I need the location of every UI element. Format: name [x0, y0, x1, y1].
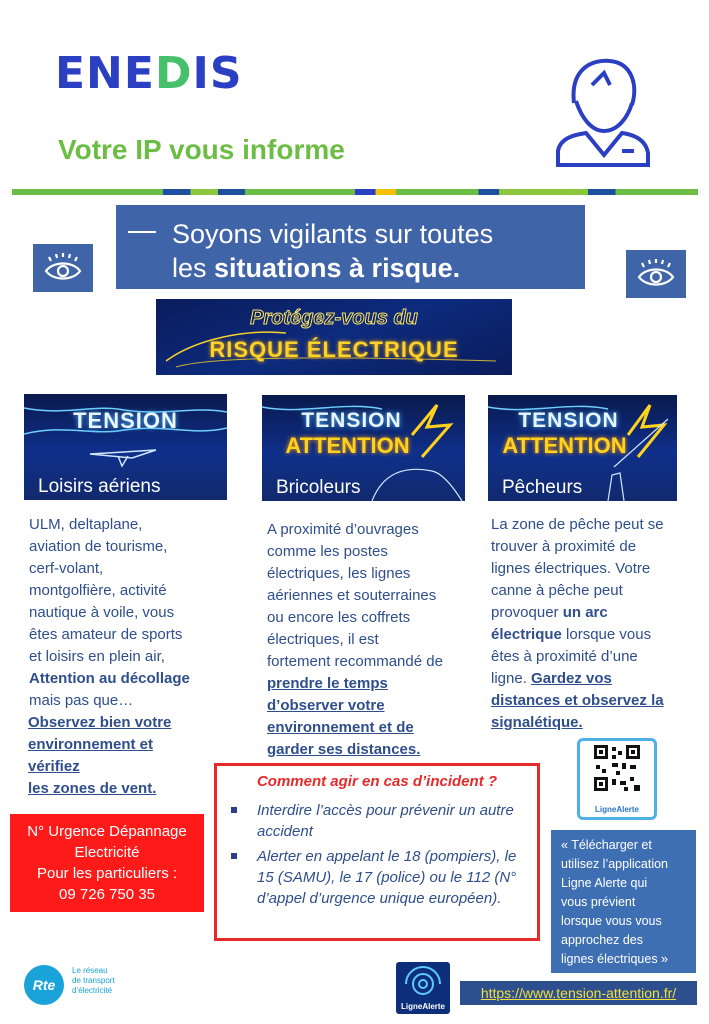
website-link[interactable]: https://www.tension-attention.fr/ — [480, 985, 677, 1001]
card-tension: TENSION — [518, 409, 619, 432]
card-caption: Loisirs aériens — [38, 476, 161, 497]
page-title: Votre IP vous informe — [58, 134, 345, 165]
col-loisirs-cta: Observez bien votre environnement et vérifiez les zones de vent. — [28, 714, 172, 797]
rte-tagline: Le réseau de transport d’électricité — [72, 966, 115, 995]
divider — [12, 189, 698, 195]
protect-banner — [156, 299, 512, 375]
card-tension: TENSION — [73, 408, 178, 433]
incident-title: Comment agir en cas d’incident ? — [256, 773, 498, 790]
url-link-box[interactable] — [460, 981, 697, 1005]
enedis-logo: ENEDIS — [55, 48, 243, 99]
eye-icon-box-left — [33, 244, 93, 292]
card-caption: Bricoleurs — [276, 477, 361, 498]
col-pecheurs-text: La zone de pêche peut se trouver à proximité de lignes électriques. Votre canne à pêche peut provoquer un arc électrique lorsque vous êtes à proximité d’une ligne. Gardez vos distances et observez la signalétique. — [491, 516, 664, 731]
ligne-alerte-logo: LigneAlerte — [396, 962, 450, 1014]
incident-box — [214, 763, 540, 941]
col-bricoleurs-text: A proximité d’ouvrages comme les postes électriques, les lignes aériennes et souterraines ou encore les coffrets électriques, il est fortement recommandé de prendre le temps d’observer votre environnement et de garder ses distances. — [267, 521, 443, 758]
person-icon — [552, 55, 652, 167]
banner-line-1: Soyons vigilants sur toutes — [172, 219, 494, 249]
eye-icon — [636, 259, 676, 289]
signal-icon — [396, 962, 450, 1004]
qr-label: LigneAlerte — [594, 805, 639, 814]
card-attention: ATTENTION — [502, 433, 627, 458]
rte-logo: Rte — [24, 965, 64, 1005]
eye-icon-box-right — [626, 250, 686, 298]
protect-line-1: Protégez-vous du — [250, 307, 418, 329]
card-pecheurs — [488, 395, 677, 501]
card-bricoleurs — [262, 395, 465, 501]
incident-list — [229, 800, 529, 913]
banner-dash — [128, 231, 156, 233]
ligne-alerte-description: « Télécharger et utilisez l’application Ligne Alerte qui vous prévient lorsque vous vous approchez des lignes électriques » — [551, 830, 696, 973]
urgence-box: N° Urgence Dépannage Electricité Pour les particuliers : 09 726 750 35 — [10, 814, 204, 912]
hang-glider-icon — [88, 446, 158, 470]
vigilance-banner — [116, 205, 585, 289]
col-loisirs-text: ULM, deltaplane, aviation de tourisme, cerf-volant, montgolfière, activité nautique à voile, vous êtes amateur de sports et loisirs en plein air, Attention au décollage mais pas que… — [29, 516, 190, 709]
list-item: Interdire l’accès pour prévenir un autre accident — [229, 800, 529, 842]
list-item: Alerter en appelant le 18 (pompiers), le 15 (SAMU), le 17 (police) ou le 112 (N° d’appel d’urgence unique européen). — [229, 846, 529, 909]
card-attention: ATTENTION — [285, 433, 410, 458]
qr-code[interactable] — [577, 738, 657, 820]
card-tension: TENSION — [301, 409, 402, 432]
protect-line-2: RISQUE ÉLECTRIQUE — [209, 337, 459, 362]
banner-line-2: les situations à risque. — [172, 253, 461, 283]
eye-icon — [43, 253, 83, 283]
qr-code-icon — [594, 745, 640, 791]
card-loisirs — [24, 394, 227, 500]
card-caption: Pêcheurs — [502, 477, 583, 498]
